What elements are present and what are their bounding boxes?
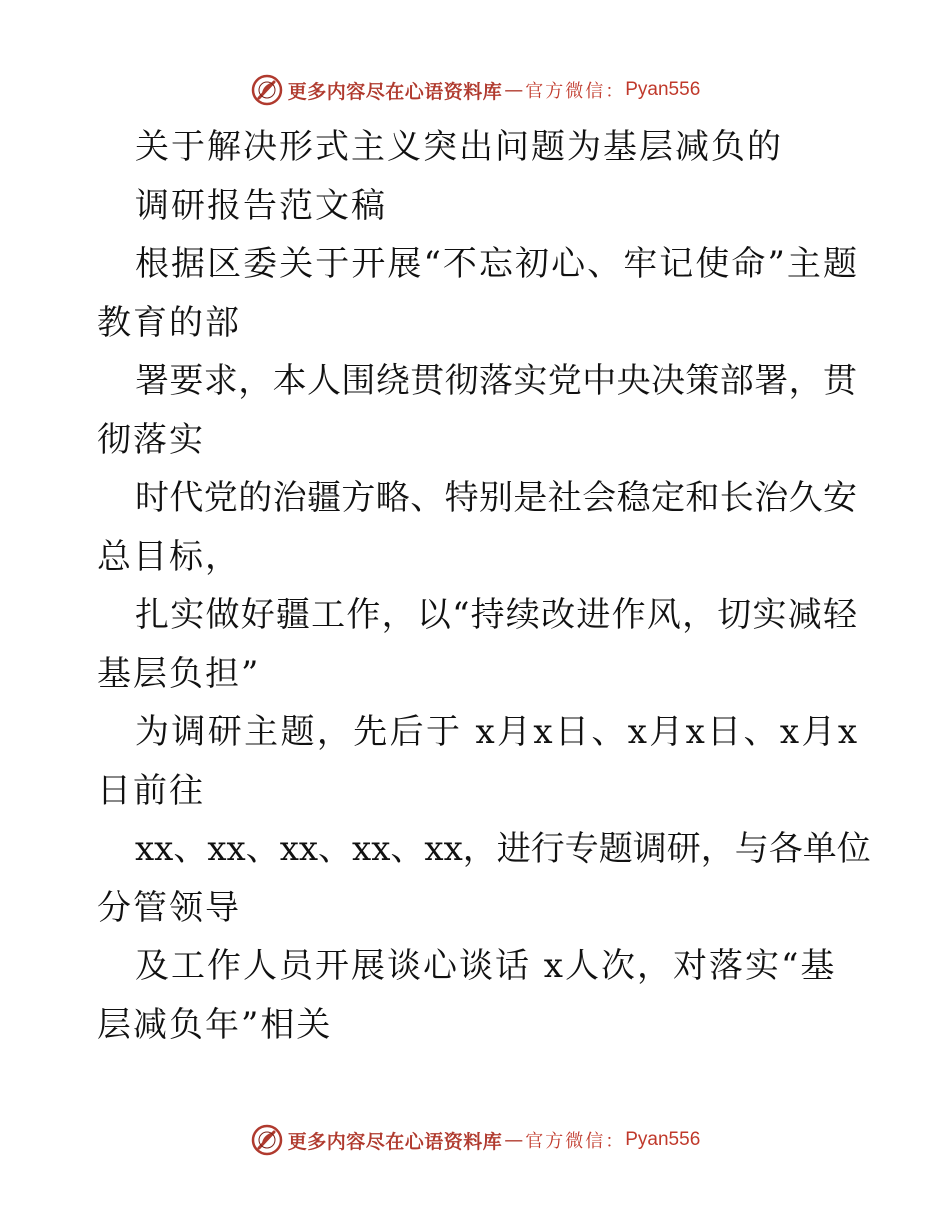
- document-title-line-1: 关于解决形式主义突出问题为基层减负的: [135, 127, 783, 167]
- wechat-label: 官方微信：: [525, 81, 626, 102]
- document-body: [97, 118, 871, 1054]
- paragraph-line: 层减负年”相关: [97, 1004, 333, 1045]
- paragraph-line: 及工作人员开展谈心谈话 x人次，对落实“基: [135, 946, 837, 986]
- paragraph-line: 署要求，本人围绕贯彻落实党中央决策部署，贯: [135, 361, 857, 401]
- paragraph-line: 时代党的治疆方略、特别是社会稳定和长治久安: [135, 478, 857, 518]
- paragraph-line: 根据区委关于开展“不忘初心、牢记使命”主题: [135, 244, 857, 284]
- paragraph-line: 日前往: [97, 770, 205, 811]
- paragraph-line: 教育的部: [97, 302, 241, 343]
- paragraph-line: 总目标，: [97, 536, 241, 577]
- footer-banner: [0, 1118, 950, 1162]
- promo-text: 更多内容尽在心语资料库: [287, 1130, 503, 1153]
- feather-logo-icon: [250, 73, 284, 107]
- promo-text: 更多内容尽在心语资料库: [287, 80, 503, 103]
- paragraph-line: 彻落实: [97, 419, 205, 460]
- paragraph-line: xx、xx、xx、xx、xx，进行专题调研，与各单位: [135, 829, 871, 869]
- feather-logo-icon: [250, 1123, 284, 1157]
- wechat-id: Pyan556: [625, 1129, 701, 1150]
- paragraph-line: 扎实做好疆工作，以“持续改进作风，切实减轻: [135, 595, 857, 635]
- header-banner: [0, 68, 950, 112]
- paragraph-line: 基层负担”: [97, 653, 261, 694]
- banner-separator: —: [504, 79, 524, 101]
- banner-separator: —: [504, 1129, 524, 1151]
- wechat-id: Pyan556: [625, 79, 701, 100]
- document-title-line-2: 调研报告范文稿: [135, 185, 387, 226]
- paragraph-line: 分管领导: [97, 887, 241, 928]
- paragraph-line: 为调研主题，先后于 x月x日、x月x日、x月x: [135, 712, 857, 752]
- wechat-label: 官方微信：: [525, 1131, 626, 1152]
